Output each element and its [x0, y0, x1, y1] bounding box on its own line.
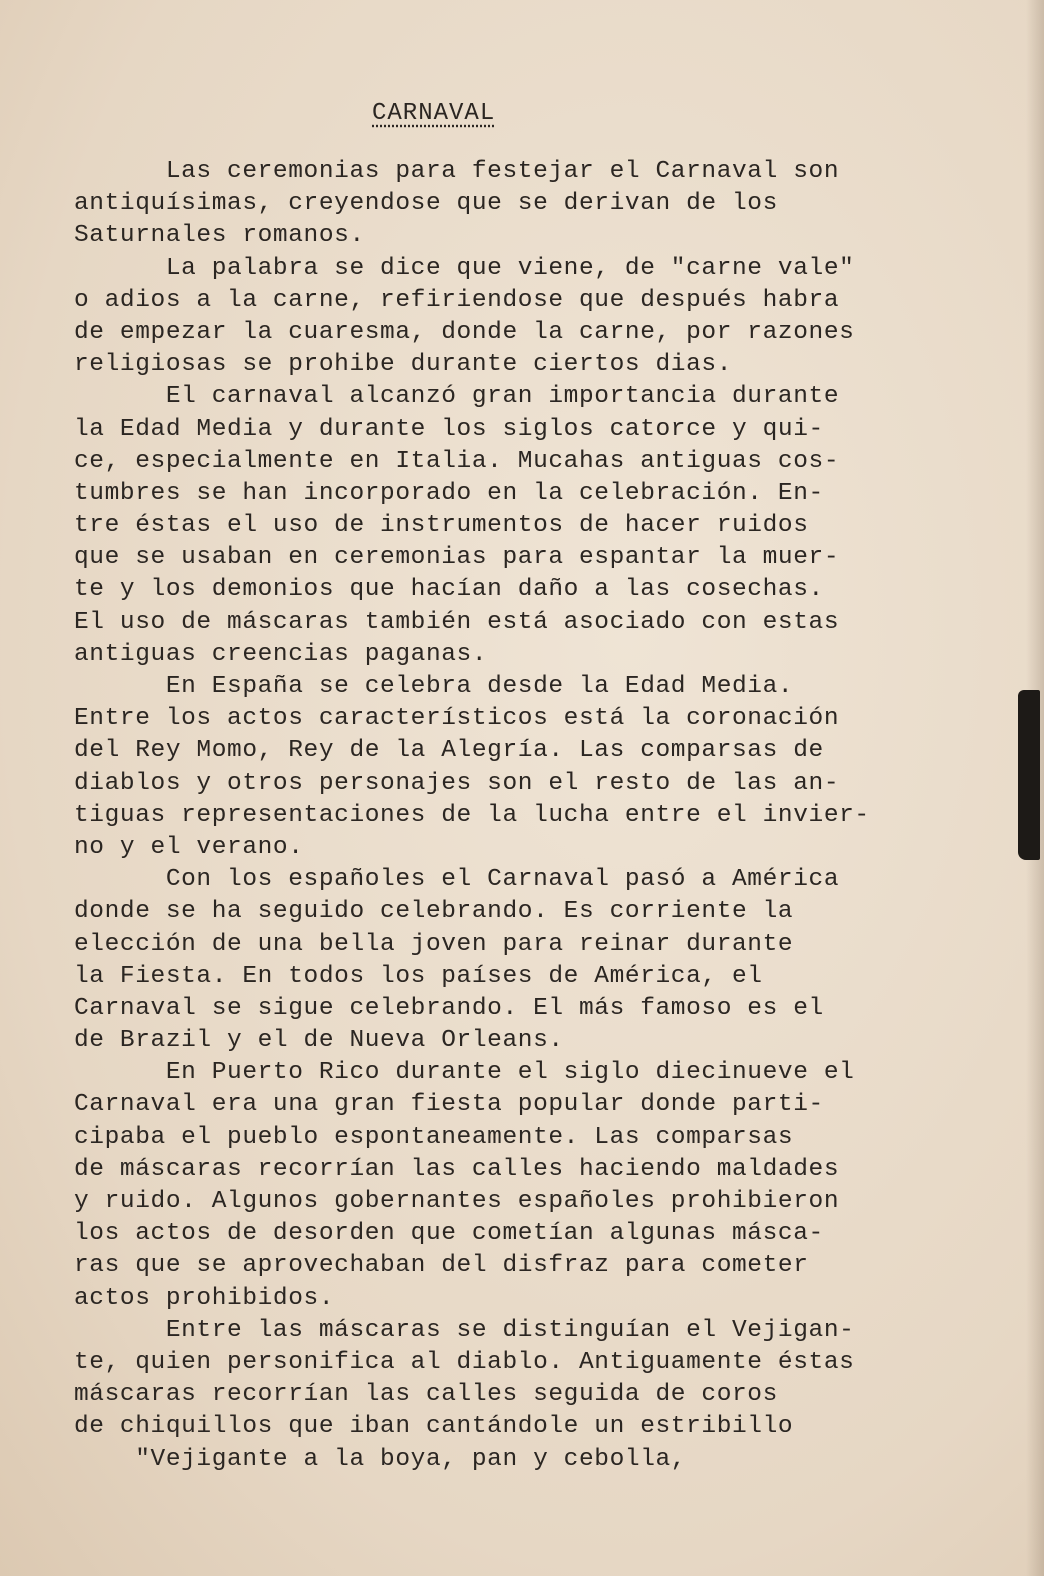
- text-line: tre éstas el uso de instrumentos de hacer ruidos: [74, 512, 809, 540]
- text-line: antiquísimas, creyendose que se derivan de los: [74, 190, 778, 218]
- text-line: te y los demonios que hacían daño a las cosechas.: [74, 576, 824, 604]
- text-line: la Fiesta. En todos los países de América, el: [74, 962, 763, 990]
- text-line: Con los españoles el Carnaval pasó a América: [74, 866, 840, 894]
- text-line: religiosas se prohibe durante ciertos dias.: [74, 351, 733, 379]
- text-line: no y el verano.: [74, 833, 304, 861]
- text-line: Saturnales romanos.: [74, 222, 365, 250]
- document-title: CARNAVAL: [372, 100, 496, 127]
- text-line: elección de una bella joven para reinar durante: [74, 930, 794, 958]
- text-line: ce, especialmente en Italia. Mucahas antiguas cos-: [74, 447, 840, 475]
- text-line: Entre los actos característicos está la coronación: [74, 705, 840, 733]
- text-line: de chiquillos que iban cantándole un estribillo: [74, 1413, 794, 1441]
- text-line: te, quien personifica al diablo. Antiguamente éstas: [74, 1348, 855, 1376]
- document-body: [74, 156, 954, 1476]
- text-line: El uso de máscaras también está asociado con estas: [74, 608, 840, 636]
- text-line: o adios a la carne, refiriendose que después habra: [74, 286, 840, 314]
- text-line: de máscaras recorrían las calles haciendo maldades: [74, 1155, 840, 1183]
- text-line: donde se ha seguido celebrando. Es corriente la: [74, 898, 794, 926]
- text-line: y ruido. Algunos gobernantes españoles prohibieron: [74, 1188, 840, 1215]
- text-line: El carnaval alcanzó gran importancia durante: [74, 383, 840, 411]
- text-line: "Vejigante a la boya, pan y cebolla,: [74, 1445, 687, 1473]
- text-line: En Puerto Rico durante el siglo diecinueve el: [74, 1059, 855, 1087]
- paper-tear: [1018, 690, 1040, 860]
- text-line: cipaba el pueblo espontaneamente. Las comparsas: [74, 1123, 794, 1151]
- text-line: diablos y otros personajes son el resto de las an-: [74, 769, 840, 797]
- text-line: de Brazil y el de Nueva Orleans.: [74, 1027, 564, 1055]
- text-line: tiguas representaciones de la lucha entre el invier-: [74, 801, 870, 829]
- text-line: Entre las máscaras se distinguían el Vejigan-: [74, 1316, 855, 1344]
- text-line: que se usaban en ceremonias para espantar la muer-: [74, 544, 840, 572]
- text-line: tumbres se han incorporado en la celebración. En-: [74, 479, 824, 507]
- text-line: actos prohibidos.: [74, 1284, 335, 1312]
- text-line: Carnaval era una gran fiesta popular donde parti-: [74, 1091, 824, 1119]
- text-line: La palabra se dice que viene, de "carne vale": [74, 254, 855, 282]
- text-line: de empezar la cuaresma, donde la carne, por razones: [74, 318, 855, 346]
- text-line: máscaras recorrían las calles seguida de coros: [74, 1381, 778, 1409]
- text-line: ras que se aprovechaban del disfraz para cometer: [74, 1252, 809, 1280]
- text-line: la Edad Media y durante los siglos catorce y qui-: [74, 415, 824, 443]
- text-line: del Rey Momo, Rey de la Alegría. Las comparsas de: [74, 737, 824, 765]
- text-line: En España se celebra desde la Edad Media.: [74, 673, 794, 700]
- text-line: los actos de desorden que cometían algunas másca-: [74, 1220, 824, 1248]
- text-line: Las ceremonias para festejar el Carnaval son: [74, 158, 840, 185]
- text-line: Carnaval se sigue celebrando. El más famoso es el: [74, 994, 824, 1022]
- text-line: antiguas creencias paganas.: [74, 640, 488, 668]
